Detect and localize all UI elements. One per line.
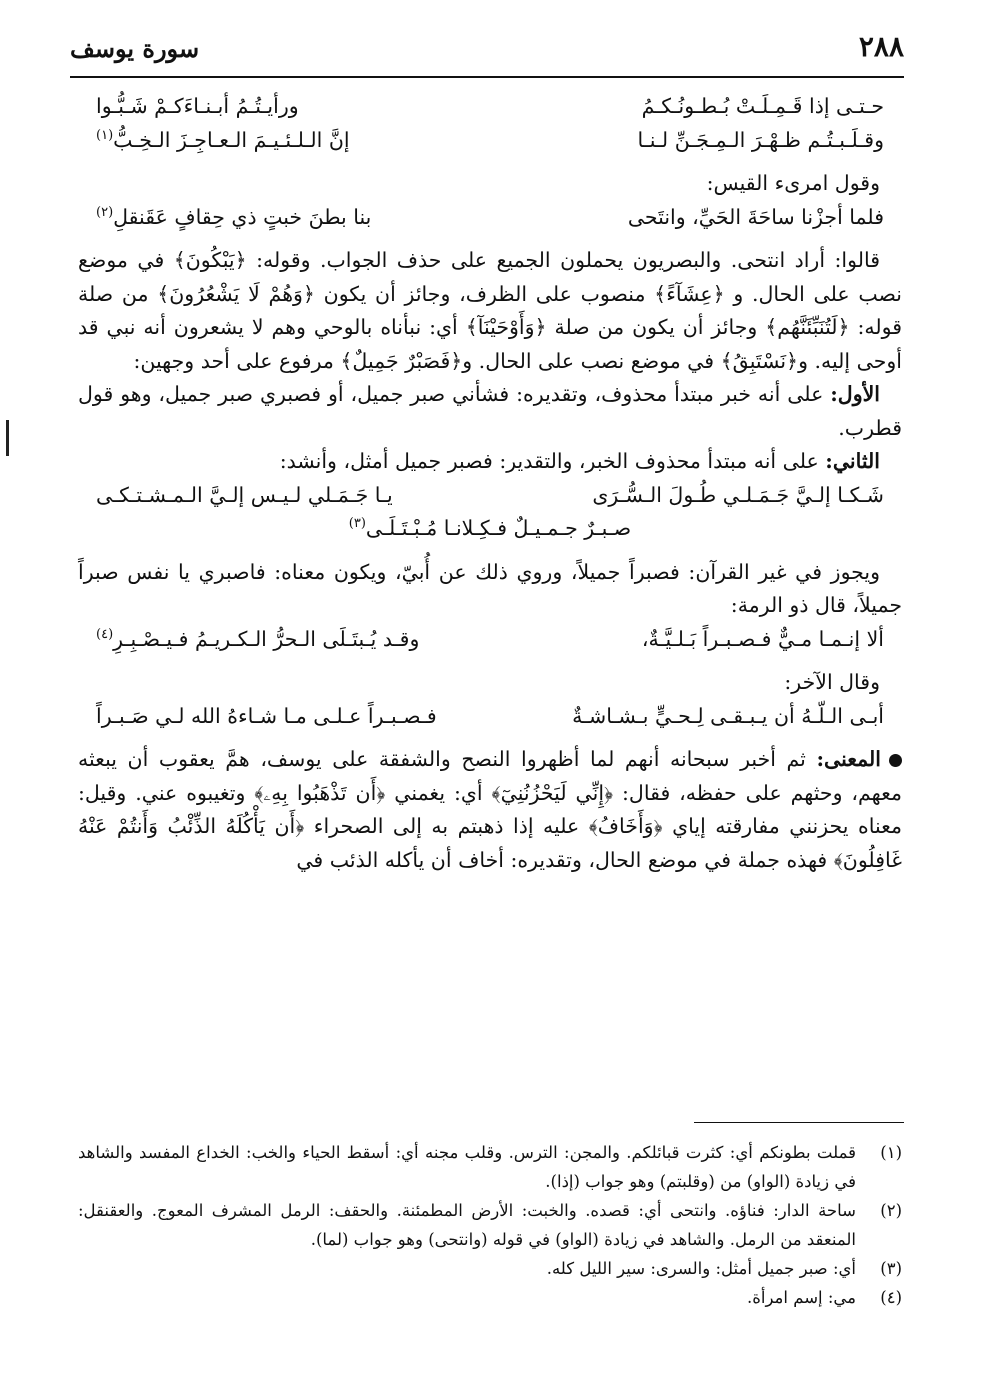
footnote-item (78, 1138, 902, 1196)
surah-title: سورة يوسف (70, 34, 200, 63)
paragraph-ghayr-quran: ويجوز في غير القرآن: فصبراً جميلاً، وروي ذلك عن أُبيّ، ويكون معناه: فاصبري يا نفس صبراً جميلاً، قال ذو الرمة: (78, 559, 902, 617)
paragraph-meaning (78, 743, 902, 877)
second-text: على أنه مبتدأ محذوف الخبر، والتقدير: فصبر جميل أمثل، وأنشد: (279, 449, 819, 473)
bullet-icon (889, 754, 902, 767)
footnote-text: ساحة الدار: فناؤه. وانتحى أي: قصده. والخبت: الأرض المطمئنة. والحقف: الرمل المشرف المعوج. والعقنقل: المنعقد من الرمل. والشاهد في زيادة (الواو) في قوله (وانتحى) وهو جواب (لما). (78, 1201, 856, 1249)
hemistich: أبـى الـلّـهُ أن يـبـقـى لِـحـيٍّ بـشـاشـةٌ (572, 703, 884, 728)
other-intro: وقال الآخر: (784, 670, 880, 694)
hemistich: فـصـبـراً عـلـى مـا شـاءهُ الله لـي صَـبـراً (96, 703, 437, 728)
hemistich: حـتـى إذا قَـمِـلَـتْ بُـطـونُـكـمُ (641, 94, 884, 118)
footnote-text: قملت بطونكم أي: كثرت قبائلكم. والمجن: الترس. وقلب مجنه أي: أسقط الحياء والخب: الخداع المفسد والشاهد في زيادة (الواو) من (وقلبتم) وهو جواب (إذا). (78, 1143, 856, 1191)
poem-verses-3 (78, 479, 902, 546)
footnote-number: (٤) (880, 1288, 902, 1307)
imru-intro: وقول امرىء القيس: (706, 171, 880, 195)
second-label: الثاني: (825, 449, 880, 473)
hemistich: ورأيـتُـمُ أبـنـاءَكـمْ شَـبُّـوا (96, 94, 299, 118)
footnote-number: (٢) (880, 1201, 902, 1220)
hemistich-with-note (349, 512, 631, 546)
footnote-item (78, 1283, 902, 1312)
hemistich: وقـلَـبـتُـم ظـهْـرَ الـمِـجَـنِّ لـنـا (637, 127, 884, 152)
footnote-ref: (١) (96, 127, 114, 143)
hemistich: إنَّ الـلـئـيـمَ الـعـاجِـزَ الـخِـبُّ (113, 127, 350, 152)
first-text: على أنه خبر مبتدأ محذوف، وتقديره: فشأني صبر جميل، أو فصبري صبر جميل، وهو قول قطرب. (78, 382, 902, 440)
footnote-ref: (٤) (96, 626, 114, 642)
poem-verses-4 (78, 623, 902, 657)
footnote-item (78, 1254, 902, 1283)
verse-line (96, 90, 884, 124)
poem-verses-1 (78, 90, 902, 157)
paragraph-explanation: قالوا: أراد انتحى. والبصريون يحملون الجميع على حذف الجواب. وقوله: ﴿يَبْكُونَ﴾ في موضع نصب على الحال. و ﴿عِشَآءً﴾ منصوب على الظرف، وجائز أن يكون ﴿وَهُمْ لَا يَشْعُرُونَ﴾ من صلة قوله: ﴿لَتُنَبِّئَنَّهُم﴾ وجائز أن يكون من صلة ﴿وَأَوْحَيْنَآ﴾ أي: نبأناه بالوحي وهم لا يشعرون أنه نبي قد أوحى إليه. و﴿نَسْتَبِقُ﴾ في موضع نصب على الحال. و﴿فَصَبْرٌ جَمِيلٌ﴾ مرفوع على أحد وجهين: (78, 248, 902, 373)
footnote-number: (١) (880, 1143, 902, 1162)
verse-line (96, 700, 884, 734)
hemistich: يـا جَـمَـلي لـيـس إلـيَّ الـمـشـتـكـى (96, 482, 393, 507)
footnote-number: (٣) (880, 1259, 902, 1278)
margin-mark (6, 420, 9, 456)
hemistich-with-note (96, 201, 371, 235)
page-header (70, 30, 904, 70)
hemistich: شَـكـا إلـيَّ جَـمَـلـي طُـولَ الـسُّـرَى (592, 482, 884, 507)
meaning-label: المعنى: (816, 747, 881, 771)
footnote-text: أي: صبر جميل أمثل: والسرى: سير الليل كله. (546, 1259, 856, 1278)
verse-line (96, 623, 884, 657)
hemistich: ألا إنـمـا مـيٌّ فـصـبـراً بَـلـيَّـةٌ، (641, 626, 884, 651)
hemistich: صـبـرٌ جـمـيـلٌ فـكِـلانـا مُـبْـتَـلَـى (365, 516, 632, 540)
footnote-divider (694, 1122, 904, 1123)
poem-verses-5 (78, 700, 902, 734)
hemistich: وقـد يُـبتَـلَى الـحرُّ الـكـريـمُ فـيـصْـبِـرِ (113, 626, 420, 651)
page-number: ٢٨٨ (858, 30, 904, 63)
verse-line (96, 479, 884, 513)
paragraph-first-view (78, 378, 902, 445)
hemistich: فلما أجزْنا ساحَةَ الحَيِّ، وانتَحى (627, 204, 884, 229)
verse-line (96, 512, 884, 546)
verse-line (96, 124, 884, 158)
verse-line (96, 201, 884, 235)
hemistich: بنا بطنَ خبتٍ ذي حِقافٍ عَقَنقلِ (113, 204, 372, 229)
footnote-ref: (٢) (96, 204, 114, 220)
header-divider (70, 76, 904, 78)
footnote-ref: (٣) (348, 516, 366, 532)
main-text (78, 90, 902, 877)
poem-verses-2 (78, 201, 902, 235)
meaning-text: ثم أخبر سبحانه أنهم لما أظهروا النصح والشفقة على يوسف، همَّ يعقوب أن يبعثه معهم، وحثهم على حفظه، فقال: ﴿إِنِّي لَيَحْزُنُنِيٓ﴾ أي: يغمني ﴿أَن تَذْهَبُوا بِهِۦ﴾ وتغيبوه عني. وقيل: معناه يحزنني مفارقته إياي ﴿وَأَخَافُ﴾ عليه إذا ذهبتم به إلى الصحراء ﴿أَن يَأْكُلَهُ الذِّئْبُ وَأَنتُمْ عَنْهُ غَافِلُونَ﴾ فهذه جملة في موضع الحال، وتقديره: أخاف أن يأكله الذئب في (78, 747, 902, 872)
paragraph-second-view (78, 445, 902, 479)
footnotes (78, 1138, 902, 1312)
hemistich-with-note (96, 124, 350, 158)
hemistich-with-note (96, 623, 419, 657)
footnote-text: مي: إسم امرأة. (746, 1288, 856, 1307)
footnote-item (78, 1196, 902, 1254)
first-label: الأول: (830, 382, 880, 406)
